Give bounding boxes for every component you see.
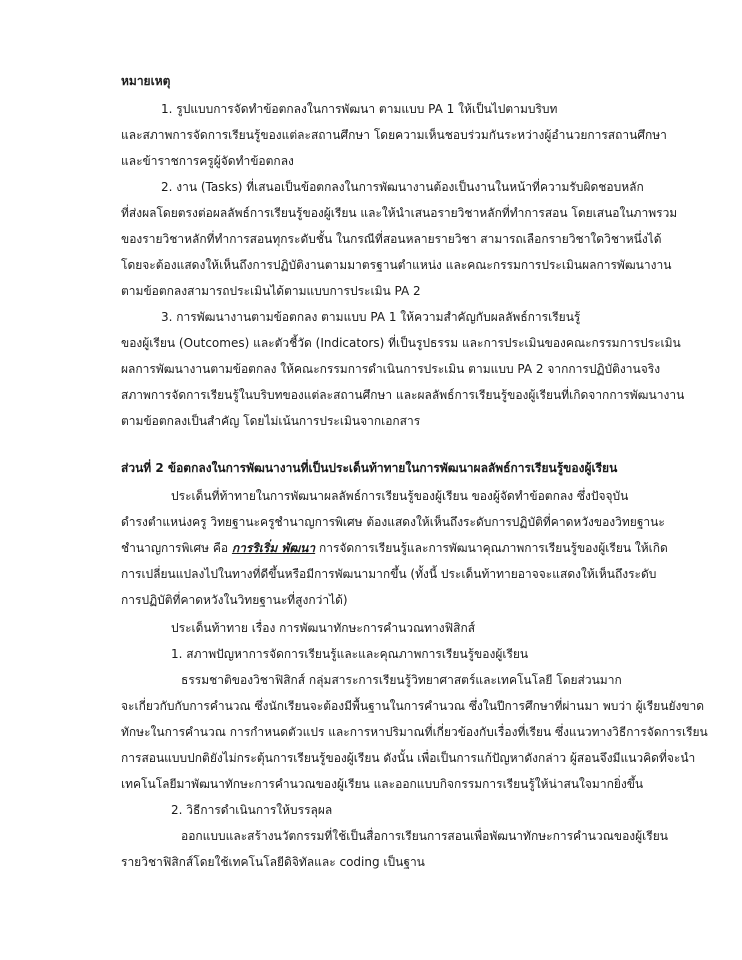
section1-title: 1. สภาพปัญหาการจัดการเรียนรู้และและคุณภาพการเรียนรู้ของผู้เรียน xyxy=(171,647,529,661)
section1-line: ทักษะในการคำนวณ การกำหนดตัวแปร และการหาปริมาณที่เกี่ยวข้องกับเรื่องที่เรียน ซึ่งแนวทางวิธีการจัดการเรียน xyxy=(121,725,708,739)
note-p2-line: 2. งาน (Tasks) ที่เสนอเป็นข้อตกลงในการพัฒนางานต้องเป็นงานในหน้าที่ความรับผิดชอบหลัก xyxy=(161,180,644,194)
note-p1-line: และข้าราชการครูผู้จัดทำข้อตกลง xyxy=(121,154,294,168)
part2-intro-text: ชำนาญการพิเศษ คือ xyxy=(121,541,232,555)
note-p1-line: 1. รูปแบบการจัดทำข้อตกลงในการพัฒนา ตามแบบ PA 1 ให้เป็นไปตามบริบท xyxy=(161,102,558,116)
challenge-topic: ประเด็นท้าทาย เรื่อง การพัฒนาทักษะการคำนวณทางฟิสิกส์ xyxy=(171,621,476,635)
part2-intro-line: ประเด็นที่ท้าทายในการพัฒนาผลลัพธ์การเรียนรู้ของผู้เรียน ของผู้จัดทำข้อตกลง ซึ่งปัจจุบัน xyxy=(171,489,629,503)
part2-emphasis-text: การริเริ่ม พัฒนา xyxy=(231,541,316,555)
note-p2-line: โดยจะต้องแสดงให้เห็นถึงการปฏิบัติงานตามมาตรฐานตำแหน่ง และคณะกรรมการประเมินผลการพัฒนางาน xyxy=(121,258,672,272)
note-p2-line: ที่ส่งผลโดยตรงต่อผลลัพธ์การเรียนรู้ของผู้เรียน และให้นำเสนอรายวิชาหลักที่ทำการสอน โดยเสนอในภาพรวม xyxy=(121,206,678,220)
section2-line: รายวิชาฟิสิกส์โดยใช้เทคโนโลยีดิจิทัลและ coding เป็นฐาน xyxy=(121,855,425,869)
note-p3-line: ผลการพัฒนางานตามข้อตกลง ให้คณะกรรมการดำเนินการประเมิน ตามแบบ PA 2 จากการปฏิบัติงานจริง xyxy=(121,362,661,376)
note-heading: หมายเหตุ xyxy=(121,74,171,88)
part2-intro-line: ดำรงตำแหน่งครู วิทยฐานะครูชำนาญการพิเศษ ต้องแสดงให้เห็นถึงระดับการปฏิบัติที่คาดหวังของวิทยฐานะ xyxy=(121,515,665,529)
section1-line: จะเกี่ยวกับกับการคำนวณ ซึ่งนักเรียนจะต้องมีพื้นฐานในการคำนวณ ซึ่งในปีการศึกษาที่ผ่านมา พบว่า ผู้เรียนยังขาด xyxy=(121,699,705,713)
note-p3-line: 3. การพัฒนางานตามข้อตกลง ตามแบบ PA 1 ให้ความสำคัญกับผลลัพธ์การเรียนรู้ xyxy=(161,310,581,324)
note-p3-line: สภาพการจัดการเรียนรู้ในบริบทของแต่ละสถานศึกษา และผลลัพธ์การเรียนรู้ของผู้เรียนที่เกิดจากการพัฒนางาน xyxy=(121,388,685,402)
section1-line: เทคโนโลยีมาพัฒนาทักษะการคำนวณของผู้เรียน และออกแบบกิจกรรมการเรียนรู้ให้น่าสนใจมากยิ่งขึ้น xyxy=(121,777,644,791)
note-p2-line: ตามข้อตกลงสามารถประเมินได้ตามแบบการประเมิน PA 2 xyxy=(121,284,421,298)
section1-line: การสอนแบบปกติยังไม่กระตุ้นการเรียนรู้ของผู้เรียน ดังนั้น เพื่อเป็นการแก้ปัญหาดังกล่าว ผู้สอนจึงมีแนวคิดที่จะนำ xyxy=(121,751,696,765)
note-p3-line: ตามข้อตกลงเป็นสำคัญ โดยไม่เน้นการประเมินจากเอกสาร xyxy=(121,414,421,428)
part2-intro-line xyxy=(121,539,668,557)
note-p2-line: ของรายวิชาหลักที่ทำการสอนทุกระดับชั้น ในกรณีที่สอนหลายรายวิชา สามารถเลือกรายวิชาใดวิชาหนึ่งได้ xyxy=(121,232,662,246)
part2-intro-line: การเปลี่ยนแปลงไปในทางที่ดีขึ้นหรือมีการพัฒนามากขึ้น (ทั้งนี้ ประเด็นท้าทายอาจจะแสดงให้เห็นถึงระดับ xyxy=(121,567,657,581)
note-p3-line: ของผู้เรียน (Outcomes) และตัวชี้วัด (Indicators) ที่เป็นรูปธรรม และการประเมินของคณะกรรมการประเมิน xyxy=(121,336,681,350)
section1-line: ธรรมชาติของวิชาฟิสิกส์ กลุ่มสาระการเรียนรู้วิทยาศาสตร์และเทคโนโลยี โดยส่วนมาก xyxy=(181,673,622,687)
note-p1-line: และสภาพการจัดการเรียนรู้ของแต่ละสถานศึกษา โดยความเห็นชอบร่วมกันระหว่างผู้อำนวยการสถานศึกษา xyxy=(121,128,667,142)
section2-line: ออกแบบและสร้างนวัตกรรมที่ใช้เป็นสื่อการเรียนการสอนเพื่อพัฒนาทักษะการคำนวณของผู้เรียน xyxy=(181,829,668,843)
part2-intro-text: การจัดการเรียนรู้และการพัฒนาคุณภาพการเรียนรู้ของผู้เรียน ให้เกิด xyxy=(315,541,668,555)
section2-title: 2. วิธีการดำเนินการให้บรรลุผล xyxy=(171,803,333,817)
part2-intro-line: การปฏิบัติที่คาดหวังในวิทยฐานะที่สูงกว่าได้) xyxy=(121,593,348,607)
part2-heading: ส่วนที่ 2 ข้อตกลงในการพัฒนางานที่เป็นประเด็นท้าทายในการพัฒนาผลลัพธ์การเรียนรู้ของผู้เรียน xyxy=(121,461,618,475)
